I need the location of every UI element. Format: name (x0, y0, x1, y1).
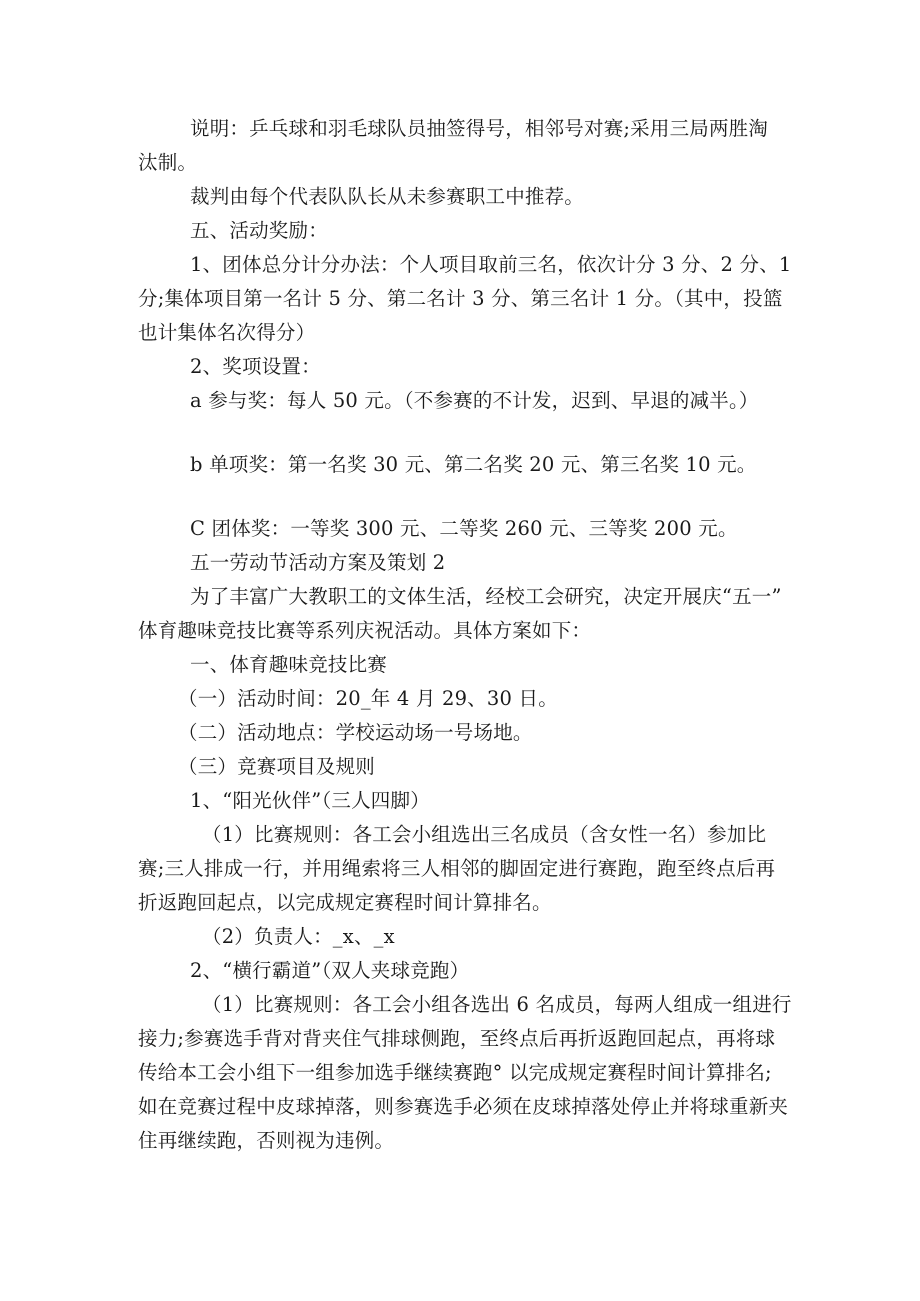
document-body (138, 112, 790, 1158)
paragraph-text: 接力;参赛选手背对背夹住气排球侧跑，至终点后再折返跑回起点，再将球 (138, 1027, 776, 1050)
paragraph-text: （三）竞赛项目及规则 (178, 755, 376, 778)
section-heading: 一、体育趣味竞技比赛 (190, 653, 388, 676)
paragraph-text: a 参与奖：每人 50 元。（不参赛的不计发，迟到、早退的减半。） (190, 389, 759, 412)
section-heading: 五、活动奖励： (190, 219, 328, 242)
paragraph-text: （1）比赛规则：各工会小组选出三名成员（含女性一名）参加比 (202, 823, 767, 846)
paragraph-text: 折返跑回起点，以完成规定赛程时间计算排名。 (138, 891, 552, 914)
document-heading: 五一劳动节活动方案及策划 2 (190, 551, 446, 574)
paragraph-text: 住再继续跑，否则视为违例。 (138, 1129, 395, 1152)
paragraph-text: （2）负责人：_x、_x (202, 925, 395, 948)
paragraph-text: 为了丰富广大教职工的文体生活，经校工会研究，决定开展庆“五一” (190, 585, 782, 608)
paragraph-text: 2、“横行霸道”（双人夹球竞跑） (190, 959, 470, 982)
paragraph-text: 裁判由每个代表队队长从未参赛职工中推荐。 (190, 185, 585, 208)
blank-space (138, 482, 790, 512)
paragraph-text: 2、奖项设置： (190, 355, 321, 378)
paragraph-text: 也计集体名次得分） (138, 321, 316, 344)
paragraph-text: 汰制。 (138, 151, 198, 174)
paragraph-text: 1、“阳光伙伴”（三人四脚） (190, 789, 430, 812)
paragraph-text: b 单项奖：第一名奖 30 元、第二名奖 20 元、第三名奖 10 元。 (190, 453, 757, 476)
paragraph-text: C 团体奖：一等奖 300 元、二等奖 260 元、三等奖 200 元。 (190, 517, 738, 540)
paragraph-text: （1）比赛规则：各工会小组各选出 6 名成员，每两人组成一组进行 (202, 993, 792, 1016)
paragraph-text: （一）活动时间：20_年 4 月 29、30 日。 (178, 687, 558, 710)
paragraph-text: 体育趣味竞技比赛等系列庆祝活动。具体方案如下： (138, 619, 592, 642)
paragraph-text: 传给本工会小组下一组参加选手继续赛跑° 以完成规定赛程时间计算排名; (138, 1061, 772, 1084)
paragraph-text: 说明：乒乓球和羽毛球队员抽签得号，相邻号对赛;采用三局两胜淘 (190, 117, 769, 140)
paragraph-text: 1、团体总分计分办法：个人项目取前三名，依次计分 3 分、2 分、1 (190, 253, 792, 276)
paragraph-text: 如在竞赛过程中皮球掉落，则参赛选手必须在皮球掉落处停止并将球重新夹 (138, 1095, 789, 1118)
blank-space (138, 418, 790, 448)
paragraph-text: （二）活动地点：学校运动场一号场地。 (178, 721, 533, 744)
paragraph-text: 分;集体项目第一名计 5 分、第二名计 3 分、第三名计 1 分。（其中，投篮 (138, 287, 783, 310)
paragraph-text: 赛;三人排成一行，并用绳索将三人相邻的脚固定进行赛跑，跑至终点后再 (138, 857, 776, 880)
